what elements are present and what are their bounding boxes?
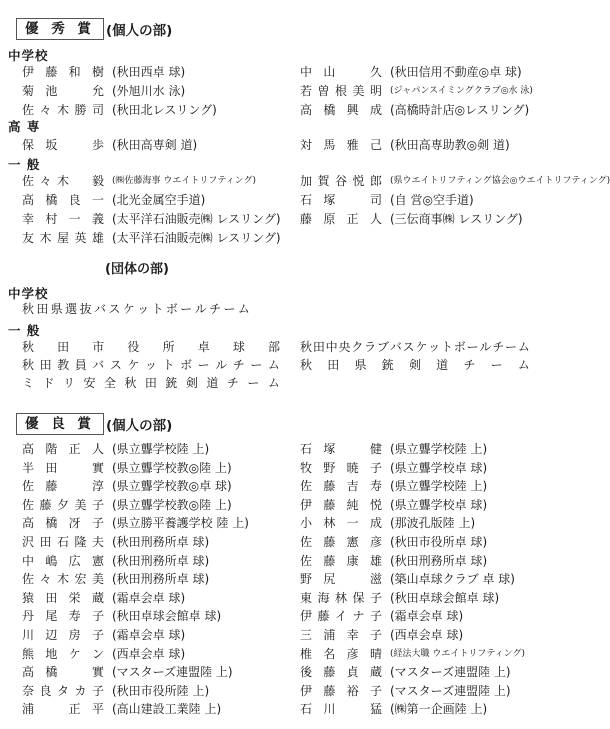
excellent-award-title: 優 秀 賞 [16, 18, 104, 40]
good-right-affiliation: (県立聾学校卓 球) [390, 460, 488, 475]
good-left-affiliation: (県立聾学校陸 上) [112, 442, 210, 456]
good-left-row [22, 645, 272, 661]
good-right-affiliation: (霜卓会卓 球) [390, 609, 464, 624]
good-right-row [300, 440, 550, 456]
excellent-gen-left-row [22, 191, 272, 207]
excellent-tech-right-affiliation: (秋田高専助教◎剣 道) [390, 138, 510, 152]
excellent-gen-right-row [300, 191, 550, 207]
good-left-affiliation: (霜卓会卓 球) [112, 590, 186, 605]
excellent-junior-high-label: 中学校 [8, 48, 49, 63]
good-right-affiliation: (マスターズ連盟陸 上) [390, 683, 511, 698]
good-right-affiliation: (マスターズ連盟陸 上) [390, 665, 511, 680]
good-left-affiliation: (霜卓会卓 球) [112, 628, 186, 642]
good-left-name: 猿 田 栄 蔵 [22, 590, 104, 605]
good-left-affiliation: (秋田刑務所卓 球) [112, 553, 210, 568]
excellent-gen-left-row [22, 172, 272, 188]
excellent-technical-label: 高 専 [8, 119, 41, 134]
good-right-name: 東 海 林 保 子 [300, 590, 382, 605]
good-right-name: 伊 藤 純 悦 [300, 497, 382, 512]
excellent-jh-right-name: 高 橋 興 成 [300, 103, 382, 117]
excellent-tech-left-affiliation: (秋田高専剣 道) [112, 138, 198, 152]
excellent-gen-right-row [300, 172, 610, 188]
excellent-jh-right-row [300, 63, 550, 79]
good-left-affiliation: (県立聾学校教◎陸 上) [112, 460, 232, 475]
excellent-gen-left-affiliation: (㈱佐藤海事 ウエイトリフティング) [112, 176, 256, 186]
good-left-row [22, 459, 272, 475]
good-left-row [22, 514, 272, 530]
good-left-name: 川 辺 房 子 [22, 628, 104, 642]
excellent-tech-left-name: 保 坂 歩 [22, 138, 104, 152]
good-left-affiliation: (県立勝平養護学校 陸 上) [112, 516, 249, 531]
excellent-gen-right-affiliation: (県ウエイトリフティング協会◎ウエイトリフティング) [390, 176, 610, 186]
good-left-name: 半 田 實 [22, 460, 104, 475]
good-left-name: 高 階 正 人 [22, 442, 104, 456]
good-left-row [22, 496, 272, 512]
excellent-jh-left-name: 菊 池 允 [22, 84, 104, 98]
good-left-row [22, 700, 272, 716]
good-right-row [300, 645, 550, 661]
good-right-row [300, 496, 550, 512]
good-right-affiliation: (那波孔版陸 上) [390, 516, 476, 531]
good-right-name: 後 藤 貞 蔵 [300, 665, 382, 680]
excellent-jh-left-name: 伊 藤 和 樹 [22, 65, 104, 79]
excellent-jh-left-affiliation: (秋田北レスリング) [112, 103, 217, 117]
good-right-name: 牧 野 暁 子 [300, 460, 382, 475]
good-left-affiliation: (マスターズ連盟陸 上) [112, 665, 233, 680]
good-right-name: 三 浦 幸 子 [300, 628, 382, 642]
excellent-gen-left-row [22, 229, 281, 245]
excellent-group-gen-left-team: 秋 田 教 員 バ ス ケ ッ ト ボ ー ル チ ー ム [22, 358, 280, 372]
good-right-affiliation: (県立聾学校陸 上) [390, 479, 488, 494]
good-award-title: 優 良 賞 [16, 413, 104, 435]
good-left-affiliation: (秋田刑務所卓 球) [112, 535, 210, 549]
good-right-name: 佐 藤 憲 彦 [300, 535, 382, 549]
good-right-row [300, 626, 550, 642]
good-right-affiliation: (秋田卓球会館卓 球) [390, 590, 500, 605]
excellent-jh-left-row [22, 63, 272, 79]
excellent-gen-left-name: 佐 々 木 毅 [22, 174, 104, 188]
good-right-row [300, 459, 550, 475]
excellent-group-jh-label: 中学校 [8, 286, 49, 301]
excellent-individual-label: (個人の部) [106, 23, 173, 39]
good-right-affiliation: (築山卓球クラブ 卓 球) [390, 572, 515, 587]
excellent-group-gen-left-team: ミ ド リ 安 全 秋 田 銃 剣 道 チ ー ム [22, 376, 280, 390]
good-left-name: 佐 藤 淳 [22, 479, 104, 494]
good-right-row [300, 589, 550, 605]
good-left-affiliation: (県立聾学校教◎卓 球) [112, 479, 232, 494]
good-left-row [22, 589, 272, 605]
excellent-general-label: 一 般 [8, 157, 41, 172]
excellent-jh-left-affiliation: (秋田西卓 球) [112, 65, 186, 79]
good-left-name: 熊 地 ケ ン [22, 646, 104, 661]
good-left-name: 奈 良 タ カ 子 [22, 683, 104, 698]
good-right-affiliation: (県立聾学校卓 球) [390, 497, 488, 512]
good-left-affiliation: (西卓会卓 球) [112, 646, 186, 661]
excellent-gen-right-name: 石 塚 司 [300, 193, 382, 207]
good-left-row [22, 663, 272, 679]
excellent-gen-left-name: 幸 村 一 義 [22, 212, 104, 226]
good-right-affiliation: (秋田刑務所卓 球) [390, 553, 488, 568]
good-right-row [300, 477, 550, 493]
good-right-affiliation: (㈱第一企画陸 上) [390, 702, 488, 717]
good-left-affiliation: (秋田刑務所卓 球) [112, 572, 210, 587]
good-right-row [300, 533, 550, 549]
good-left-row [22, 570, 272, 586]
good-right-name: 佐 藤 康 雄 [300, 553, 382, 568]
good-right-row [300, 607, 550, 623]
excellent-tech-right-row [300, 136, 550, 152]
excellent-group-gen-left-team: 秋 田 市 役 所 卓 球 部 [22, 340, 280, 354]
good-right-row [300, 682, 550, 698]
good-right-name: 椎 名 彦 晴 [300, 646, 382, 661]
excellent-tech-right-name: 対 馬 雅 己 [300, 138, 382, 152]
good-left-name: 高 橋 實 [22, 665, 104, 680]
good-left-row [22, 533, 272, 549]
good-right-row [300, 570, 550, 586]
good-right-affiliation: (西卓会卓 球) [390, 628, 464, 642]
excellent-jh-right-row [300, 101, 550, 117]
excellent-gen-left-name: 高 橋 良 一 [22, 193, 104, 207]
good-right-row [300, 700, 550, 716]
good-right-affiliation: (経法大職 ウエイトリフティング) [390, 648, 525, 659]
excellent-gen-left-affiliation: (北光金属空手道) [112, 193, 206, 207]
good-right-affiliation: (県立聾学校陸 上) [390, 442, 488, 456]
good-left-name: 中 嶋 広 憲 [22, 553, 104, 568]
excellent-jh-right-affiliation: (秋田信用不動産◎卓 球) [390, 65, 522, 79]
good-right-name: 伊 藤 イ ナ 子 [300, 609, 382, 624]
good-right-row [300, 514, 550, 530]
excellent-jh-right-name: 中 山 久 [300, 65, 382, 79]
good-left-name: 佐 々 木 宏 美 [22, 572, 104, 587]
good-left-row [22, 626, 272, 642]
excellent-jh-right-row [300, 82, 550, 98]
excellent-jh-left-affiliation: (外旭川水 泳) [112, 84, 186, 98]
excellent-gen-right-name: 加 賀 谷 悦 郎 [300, 174, 382, 188]
excellent-gen-left-name: 友 木 屋 英 雄 [22, 231, 104, 245]
good-right-row [300, 663, 550, 679]
good-right-name: 佐 藤 吉 寿 [300, 479, 382, 494]
good-right-name: 石 川 猛 [300, 702, 382, 717]
excellent-jh-left-row [22, 101, 272, 117]
good-left-row [22, 682, 272, 698]
good-left-affiliation: (秋田卓球会館卓 球) [112, 609, 222, 624]
excellent-gen-left-row [22, 210, 281, 226]
good-right-name: 伊 藤 裕 子 [300, 683, 382, 698]
good-left-row [22, 607, 272, 623]
good-left-affiliation: (県立聾学校教◎陸 上) [112, 497, 232, 512]
good-right-name: 石 塚 健 [300, 442, 382, 456]
good-left-name: 丹 尾 寿 子 [22, 609, 104, 624]
excellent-gen-right-name: 藤 原 正 人 [300, 212, 382, 226]
good-left-row [22, 477, 272, 493]
excellent-gen-left-affiliation: (太平洋石油販売㈱ レスリング) [112, 231, 281, 245]
excellent-gen-right-affiliation: (自 営◎空手道) [390, 193, 474, 207]
good-right-name: 野 尻 滋 [300, 572, 382, 587]
good-right-name: 小 林 一 成 [300, 516, 382, 531]
excellent-gen-left-affiliation: (太平洋石油販売㈱ レスリング) [112, 212, 281, 226]
excellent-jh-right-affiliation: (高橋時計店◎レスリング) [390, 103, 530, 117]
excellent-group-gen-right-team: 秋 田 県 銃 剣 道 チ ー ム [300, 358, 530, 372]
excellent-gen-right-affiliation: (三伝商事㈱ レスリング) [390, 212, 523, 226]
excellent-group-jh-team: 秋 田 県 選 抜 バ ス ケ ッ ト ボ ー ル チ ー ム [22, 302, 250, 316]
good-left-name: 高 橋 冴 子 [22, 516, 104, 531]
excellent-jh-right-name: 若 曽 根 美 明 [300, 84, 382, 98]
excellent-group-label: (団体の部) [105, 262, 169, 277]
good-right-affiliation: (秋田市役所卓 球) [390, 535, 488, 549]
excellent-jh-left-row [22, 82, 272, 98]
excellent-group-gen-right-team: 秋 田 中 央 ク ラ ブ バ ス ケ ッ ト ボ ー ル チ ー ム [300, 340, 530, 354]
good-left-row [22, 440, 272, 456]
excellent-gen-right-row [300, 210, 550, 226]
excellent-group-gen-label: 一 般 [8, 323, 41, 338]
good-left-affiliation: (高山建設工業陸 上) [112, 702, 222, 717]
excellent-jh-right-affiliation: (ジャパンスイミングクラブ◎水 泳) [390, 86, 533, 96]
good-left-affiliation: (秋田市役所陸 上) [112, 683, 210, 698]
good-individual-label: (個人の部) [106, 418, 173, 434]
excellent-tech-left-row [22, 136, 272, 152]
good-left-name: 佐 藤 夕 美 子 [22, 497, 104, 512]
excellent-jh-left-name: 佐 々 木 勝 司 [22, 103, 104, 117]
good-left-row [22, 552, 272, 568]
good-right-row [300, 552, 550, 568]
good-left-name: 浦 正 平 [22, 702, 104, 717]
good-left-name: 沢 田 石 隆 夫 [22, 535, 104, 549]
